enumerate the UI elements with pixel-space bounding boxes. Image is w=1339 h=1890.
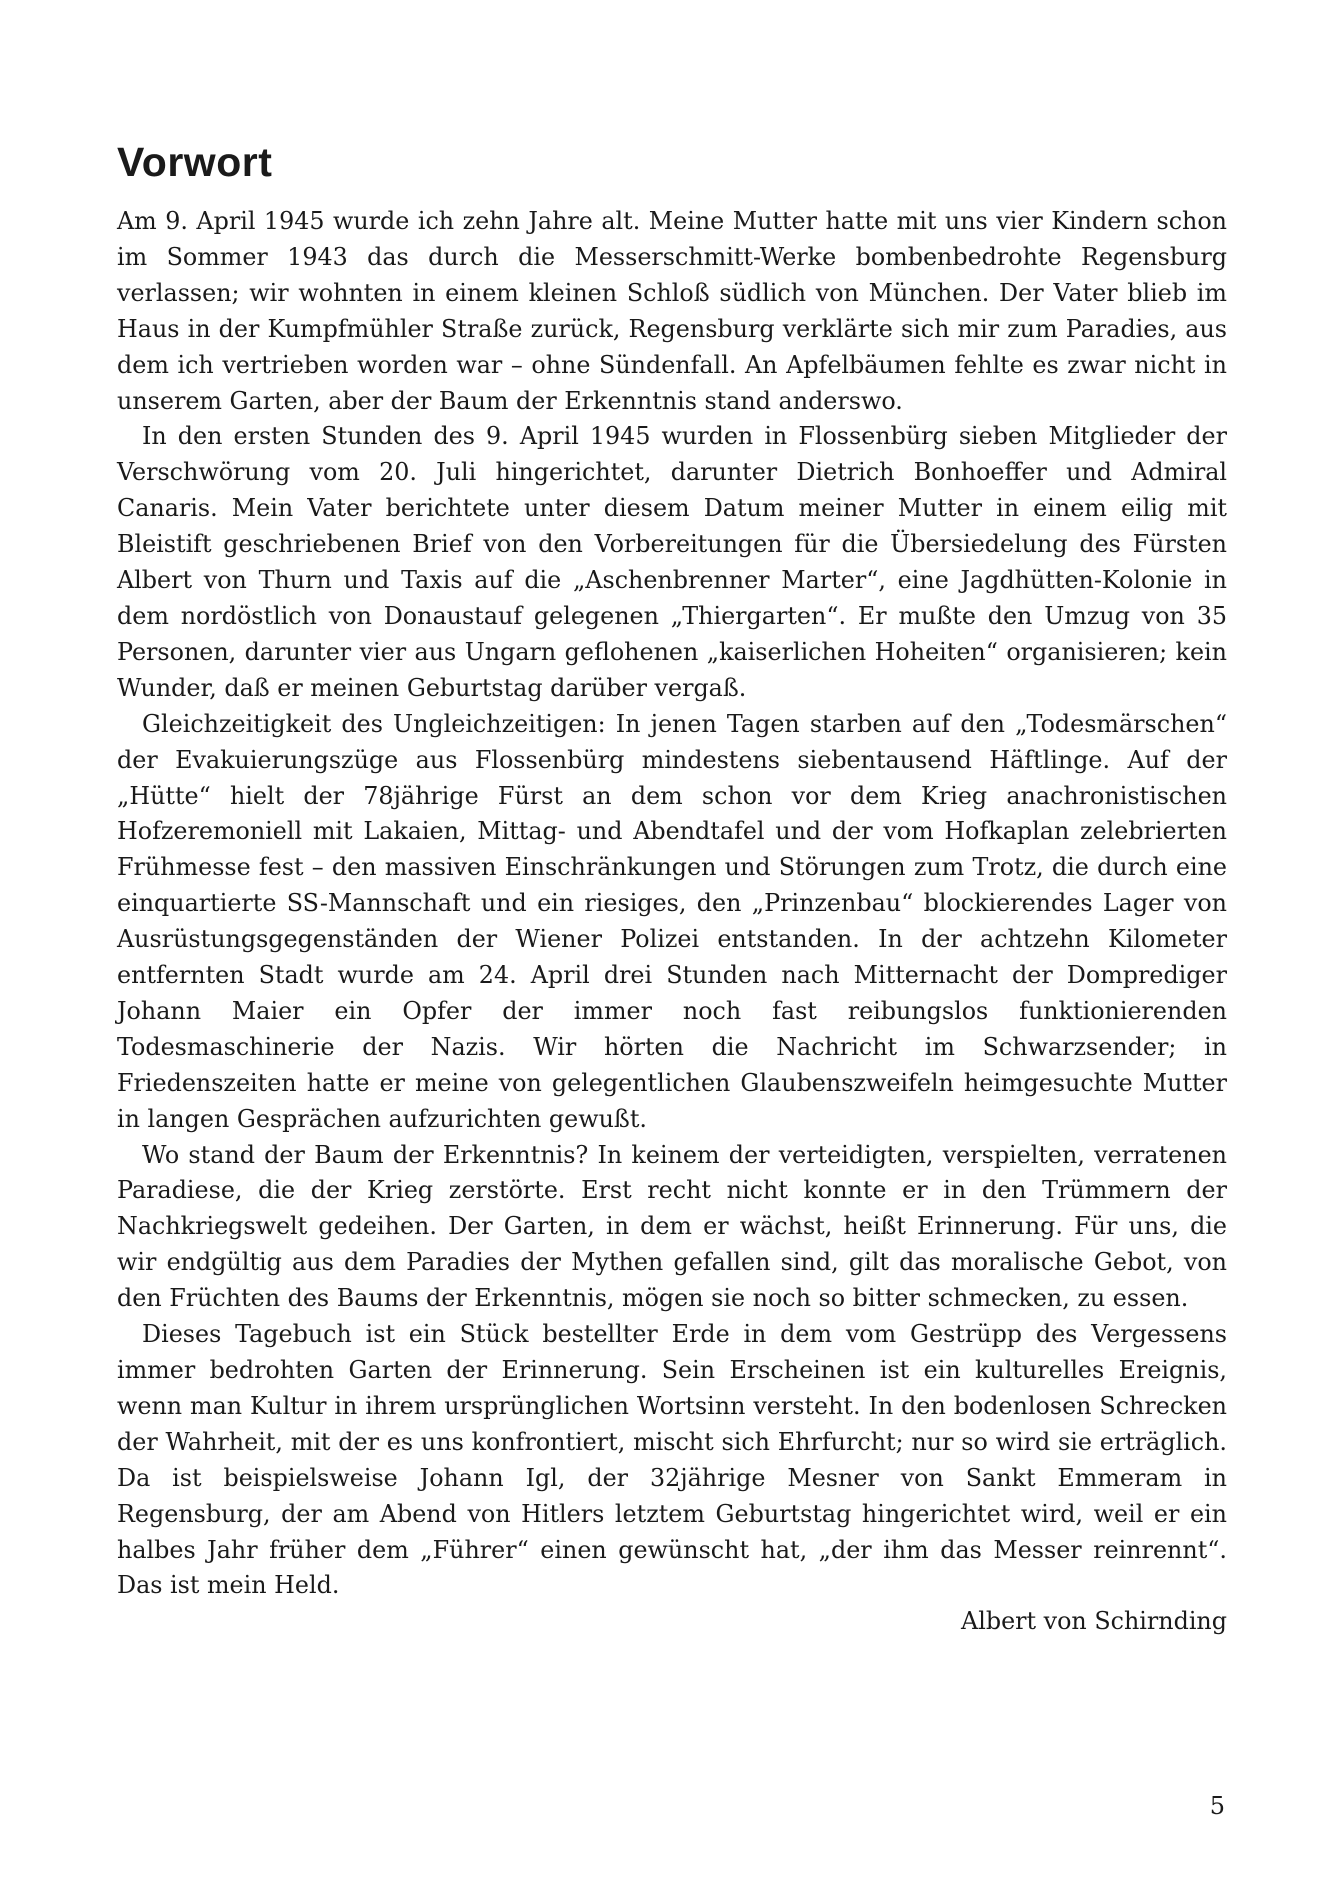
page-number: 5 <box>1209 1792 1225 1820</box>
paragraph-2: In den ersten Stunden des 9. April 1945 wurden in Flossenbürg sieben Mitglieder der Verschwörung vom 20. Juli hingerichtet, darunter Dietrich Bonhoeffer und Admiral Canaris. Mein Vater berichtete unter diesem Datum meiner Mutter in einem eilig mit Bleistift geschriebenen Brief von den Vorbereitungen für die Übersiedelung des Fürsten Albert von Thurn und Taxis auf die „Aschenbrenner Marter“, eine Jagdhütten-Kolonie in dem nordöstlich von Donaustauf gelegenen „Thiergarten“. Er mußte den Umzug von 35 Personen, darunter vier aus Ungarn geflohenen „kaiserlichen Hoheiten“ organisieren; kein Wunder, daß er meinen Geburtstag darüber vergaß. <box>117 422 1227 702</box>
page-content <box>117 138 1227 1640</box>
paragraph-1: Am 9. April 1945 wurde ich zehn Jahre alt. Meine Mutter hatte mit uns vier Kindern schon im Sommer 1943 das durch die Messerschmitt-Werke bombenbedrohte Regensburg verlassen; wir wohnten in einem kleinen Schloß südlich von München. Der Vater blieb im Haus in der Kumpfmühler Straße zurück, Regensburg verklärte sich mir zum Paradies, aus dem ich vertrieben worden war – ohne Sündenfall. An Apfelbäumen fehlte es zwar nicht in unserem Garten, aber der Baum der Erkenntnis stand anderswo. <box>117 207 1227 415</box>
paragraph-5: Dieses Tagebuch ist ein Stück bestellter Erde in dem vom Gestrüpp des Vergessens immer bedrohten Garten der Erinnerung. Sein Erscheinen ist ein kulturelles Ereignis, wenn man Kultur in ihrem ursprünglichen Wortsinn versteht. In den bodenlosen Schrecken der Wahrheit, mit der es uns konfrontiert, mischt sich Ehrfurcht; nur so wird sie erträglich. Da ist beispielsweise Johann Igl, der 32jährige Mesner von Sankt Emmeram in Regensburg, der am Abend von Hitlers letztem Geburtstag hingerichtet wird, weil er ein halbes Jahr früher dem „Führer“ einen gewünscht hat, „der ihm das Messer reinrennt“. Das ist mein Held. <box>117 1320 1227 1600</box>
paragraph-4: Wo stand der Baum der Erkenntnis? In keinem der verteidigten, verspielten, verratenen Paradiese, die der Krieg zerstörte. Erst recht nicht konnte er in den Trümmern der Nachkriegswelt gedeihen. Der Garten, in dem er wächst, heißt Erinnerung. Für uns, die wir endgültig aus dem Paradies der Mythen gefallen sind, gilt das moralische Gebot, von den Früchten des Baums der Erkenntnis, mögen sie noch so bitter schmecken, zu essen. <box>117 1140 1227 1313</box>
author-signature: Albert von Schirnding <box>961 1607 1227 1636</box>
paragraph-3: Gleichzeitigkeit des Ungleichzeitigen: In jenen Tagen starben auf den „Todesmärschen“ der Evakuierungszüge aus Flossenbürg mindestens siebentausend Häftlinge. Auf der „Hütte“ hielt der 78jährige Fürst an dem schon vor dem Krieg anachronistischen Hofzeremoniell mit Lakaien, Mittag- und Abendtafel und der vom Hofkaplan zelebrierten Frühmesse fest – den massiven Einschränkungen und Störungen zum Trotz, die durch eine einquartierte SS-Mannschaft und ein riesiges, den „Prinzenbau“ blockierendes Lager von Ausrüstungsgegenständen der Wiener Polizei entstanden. In der achtzehn Kilometer entfernten Stadt wurde am 24. April drei Stunden nach Mitternacht der Domprediger Johann Maier ein Opfer der immer noch fast reibungslos funktionierenden Todesmaschinerie der Nazis. Wir hörten die Nachricht im Schwarzsender; in Friedenszeiten hatte er meine von gelegentlichen Glaubenszweifeln heimgesuchte Mutter in langen Gesprächen aufzurichten gewußt. <box>117 709 1227 1133</box>
page-title: Vorwort <box>117 139 273 185</box>
foreword-text <box>117 204 1227 1604</box>
